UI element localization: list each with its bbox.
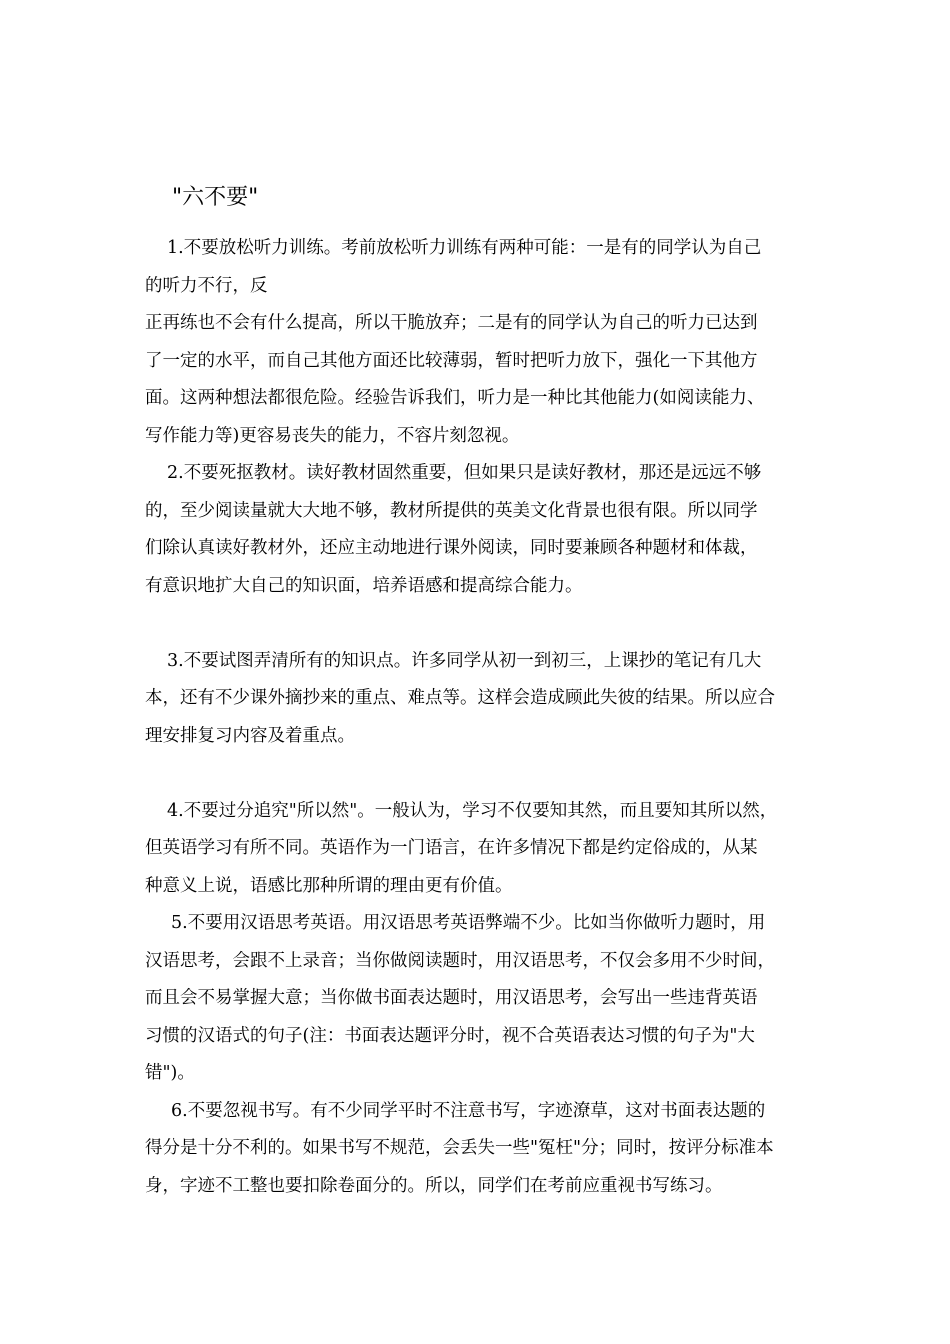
text-line: 得分是十分不利的。如果书写不规范，会丢失一些"冤枉"分；同时，按评分标准本 [145, 1138, 774, 1158]
text-line: 正再练也不会有什么提高，所以干脆放弃；二是有的同学认为自己的听力已达到 [145, 313, 758, 333]
document-title: "六不要" [172, 185, 259, 210]
paragraph-4 [145, 793, 810, 906]
text-line: 4.不要过分追究"所以然"。一般认为，学习不仅要知其然，而且要知其所以然， [167, 800, 778, 821]
text-line: 但英语学习有所不同。英语作为一门语言，在许多情况下都是约定俗成的，从某 [145, 838, 758, 858]
text-line: 们除认真读好教材外，还应主动地进行课外阅读，同时要兼顾各种题材和体裁， [145, 538, 758, 558]
text-line: 3.不要试图弄清所有的知识点。许多同学从初一到初三，上课抄的笔记有几大 [167, 650, 762, 671]
paragraph-3 [145, 643, 810, 756]
text-line: 了一定的水平，而自己其他方面还比较薄弱，暂时把听力放下，强化一下其他方 [145, 350, 758, 371]
text-line: 错")。 [145, 1063, 195, 1083]
text-line: 习惯的汉语式的句子(注：书面表达题评分时，视不合英语表达习惯的句子为"大 [145, 1025, 755, 1046]
paragraph-1 [145, 230, 810, 455]
text-line: 1.不要放松听力训练。考前放松听力训练有两种可能：一是有的同学认为自己 [167, 238, 762, 258]
paragraph-spacer [145, 755, 810, 793]
text-line: 本，还有不少课外摘抄来的重点、难点等。这样会造成顾此失彼的结果。所以应合 [145, 688, 775, 708]
text-line: 面。这两种想法都很危险。经验告诉我们，听力是一种比其他能力(如阅读能力、 [145, 388, 765, 408]
text-line: 理安排复习内容及着重点。 [145, 725, 355, 746]
text-line: 的，至少阅读量就大大地不够，教材所提供的英美文化背景也很有限。所以同学 [145, 500, 758, 521]
text-line: 的听力不行，反 [145, 275, 268, 296]
text-line: 写作能力等)更容易丧失的能力，不容片刻忽视。 [145, 425, 520, 446]
paragraph-5 [145, 905, 810, 1093]
text-line: 汉语思考，会跟不上录音；当你做阅读题时，用汉语思考，不仅会多用不少时间， [145, 950, 775, 971]
text-line: 种意义上说，语感比那种所谓的理由更有价值。 [145, 875, 513, 896]
document-body [145, 230, 810, 1205]
text-line: 5.不要用汉语思考英语。用汉语思考英语弊端不少。比如当你做听力题时，用 [171, 913, 766, 933]
text-line: 2.不要死抠教材。读好教材固然重要，但如果只是读好教材，那还是远远不够 [167, 463, 762, 483]
paragraph-spacer [145, 605, 810, 643]
paragraph-2 [145, 455, 810, 605]
text-line: 身，字迹不工整也要扣除卷面分的。所以，同学们在考前应重视书写练习。 [145, 1175, 723, 1196]
text-line: 而且会不易掌握大意；当你做书面表达题时，用汉语思考，会写出一些违背英语 [145, 988, 758, 1008]
paragraph-6 [145, 1093, 810, 1206]
text-line: 有意识地扩大自己的知识面，培养语感和提高综合能力。 [145, 575, 583, 596]
text-line: 6.不要忽视书写。有不少同学平时不注意书写，字迹潦草，这对书面表达题的 [171, 1100, 766, 1121]
